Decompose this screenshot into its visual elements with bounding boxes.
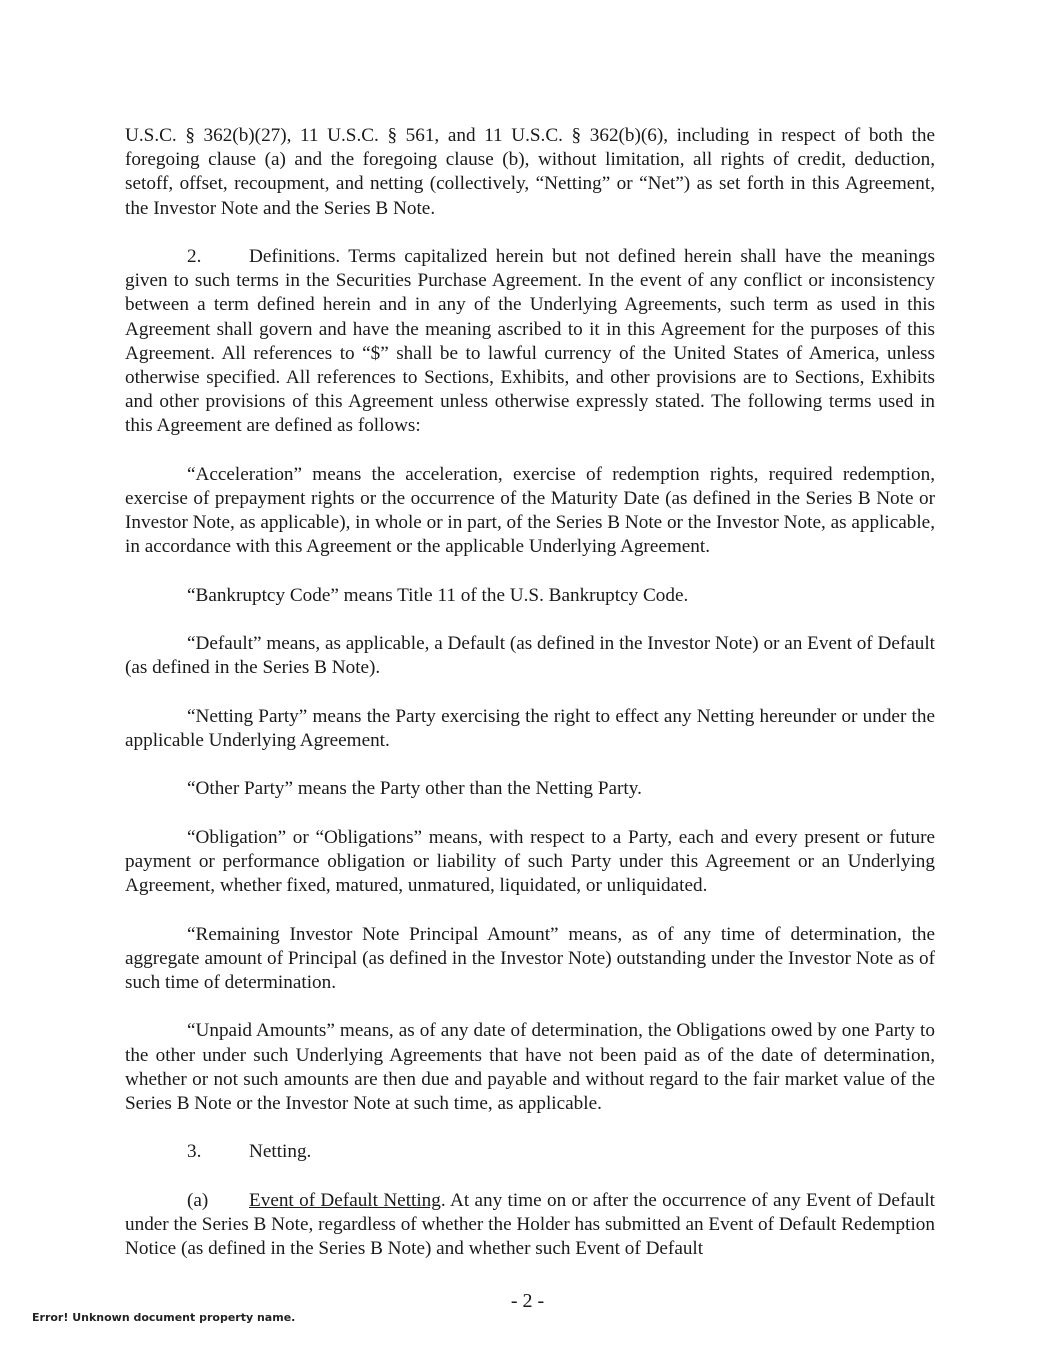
definition-unpaid-amounts [125,1019,935,1116]
definition-remaining-principal [125,923,935,996]
section-3a-number: (a) [187,1189,209,1211]
footer-error-text: Error! Unknown document property name. [32,1311,296,1324]
definition-text: means the Party other than the Netting Party. [293,778,642,800]
section-3a-paragraph [125,1189,935,1262]
intro-paragraph: U.S.C. § 362(b)(27), 11 U.S.C. § 561, and 11 U.S.C. § 362(b)(6), including in respect of both the foregoing clause (a) and the foregoing clause (b), without limitation, all rights of credit, deduction, setoff, offset, recoupment, and netting (collectively, “Netting” or “Net”) as set forth in this Agreement, the Investor Note and the Series B Note. [125,125,935,219]
definition-term: “Acceleration” [187,463,303,485]
section-2-text: Definitions. Terms capitalized herein but not defined herein shall have the meanings given to such terms in the Securities Purchase Agreement. In the event of any conflict or inconsistency between a term defined herein and in any of the Underlying Agreements, such term as used in this Agreement shall govern and have the meaning ascribed to it in this Agreement for the purposes of this Agreement. All references to “$” shall be to lawful currency of the United States of America, unless otherwise specified. All references to Sections, Exhibits, and other provisions are to Sections, Exhibits and other provisions of this Agreement unless otherwise expressly stated. The following terms used in this Agreement are defined as follows: [125,246,935,437]
definition-term: “Other Party” [187,778,294,800]
definition-acceleration [125,463,935,560]
section-3a-heading: Event of Default Netting [249,1189,441,1211]
section-2-number: 2. [187,246,202,267]
definition-text: means, as applicable, a Default (as defined in the Investor Note) or an Event of Default (as defined in the Series B Note). [125,633,936,679]
section-3-number: 3. [187,1141,202,1163]
section-3-heading [125,1140,935,1164]
definition-text: means Title 11 of the U.S. Bankruptcy Code. [338,584,689,606]
definition-bankruptcy-code [125,584,935,608]
definition-text: means, as of any time of determination, the aggregate amount of Principal (as defined in the Investor Note) outstanding under the Investor Note as of such time of determination. [125,923,936,993]
definition-term: “Obligation” or “Obligations” [187,826,423,848]
definition-text: means the acceleration, exercise of redemption rights, required redemption, exercise of prepayment rights or the occurrence of the Maturity Date (as defined in the Series B Note or Investor Note, as applicable), in whole or in part, of the Series B Note or the Investor Note, as applicable, in accordance with this Agreement or the applicable Underlying Agreement. [125,463,935,558]
definition-text: means the Party exercising the right to effect any Netting hereunder or under the applicable Underlying Agreement. [125,705,935,751]
definition-obligation [125,826,935,899]
definition-text: means, as of any date of determination, the Obligations owed by one Party to the other under such Underlying Agreements that have not been paid as of the date of determination, whether or not such amounts are then due and payable and without regard to the fair market value of the Series B Note or the Investor Note at such time, as applicable. [125,1020,935,1114]
definition-default [125,632,935,680]
section-2-paragraph [125,245,935,439]
page-number: - 2 - [510,1290,545,1312]
definition-text: means, with respect to a Party, each and every present or future payment or performance obligation or liability of such Party under this Agreement or an Underlying Agreement, whether fixed, matured, unmatured, liquidated, or unliquidated. [125,826,935,897]
definition-term: “Default” [187,633,262,655]
definition-term: “Netting Party” [187,705,308,727]
section-3-title: Netting. [249,1141,312,1163]
definition-other-party [125,777,935,801]
section-3a-text: . At any time on or after the occurrence of any Event of Default under the Series B Note, regardless of whether the Holder has submitted an Event of Default Redemption Notice (as defined in the Series B Note) and whether such Event of Default [125,1189,935,1260]
definition-term: “Bankruptcy Code” [187,584,339,606]
definition-netting-party [125,705,935,753]
definition-term: “Unpaid Amounts” [187,1020,335,1042]
definition-term: “Remaining Investor Note Principal Amount” [187,923,559,945]
document-page [125,124,935,1286]
